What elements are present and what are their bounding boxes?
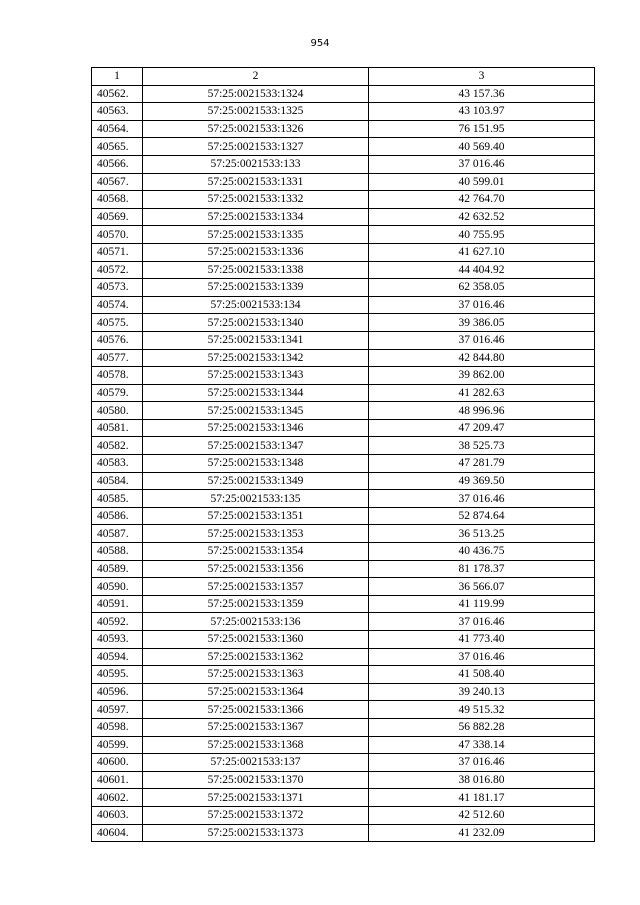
cadastral-number-cell: 57:25:0021533:1353 <box>143 525 369 543</box>
cadastral-value-cell: 37 016.46 <box>369 613 595 631</box>
table-row <box>92 402 595 420</box>
cadastral-value-cell: 36 566.07 <box>369 578 595 596</box>
cadastral-number-cell: 57:25:0021533:1327 <box>143 138 369 156</box>
cadastral-number-cell: 57:25:0021533:1363 <box>143 666 369 684</box>
table-row <box>92 771 595 789</box>
cadastral-number-cell: 57:25:0021533:1359 <box>143 595 369 613</box>
cadastral-number-cell: 57:25:0021533:1340 <box>143 314 369 332</box>
cadastral-value-cell: 43 103.97 <box>369 103 595 121</box>
cadastral-number-cell: 57:25:0021533:1342 <box>143 349 369 367</box>
cadastral-value-cell: 41 232.09 <box>369 824 595 842</box>
column-header-1: 1 <box>92 68 143 86</box>
cadastral-value-cell: 40 436.75 <box>369 543 595 561</box>
cadastral-value-cell: 41 508.40 <box>369 666 595 684</box>
table-body <box>92 85 595 842</box>
column-header-2: 2 <box>143 68 369 86</box>
cadastral-value-cell: 41 181.17 <box>369 789 595 807</box>
table-row <box>92 648 595 666</box>
cadastral-number-cell: 57:25:0021533:1338 <box>143 261 369 279</box>
row-number-cell: 40575. <box>92 314 143 332</box>
table-header-row <box>92 68 595 86</box>
row-number-cell: 40568. <box>92 191 143 209</box>
cadastral-number-cell: 57:25:0021533:1370 <box>143 771 369 789</box>
table-row <box>92 314 595 332</box>
row-number-cell: 40572. <box>92 261 143 279</box>
table-row <box>92 279 595 297</box>
table-row <box>92 103 595 121</box>
row-number-cell: 40583. <box>92 455 143 473</box>
cadastral-number-cell: 57:25:0021533:1364 <box>143 683 369 701</box>
cadastral-number-cell: 57:25:0021533:1368 <box>143 736 369 754</box>
cadastral-value-cell: 37 016.46 <box>369 754 595 772</box>
row-number-cell: 40562. <box>92 85 143 103</box>
table-row <box>92 331 595 349</box>
cadastral-number-cell: 57:25:0021533:1343 <box>143 367 369 385</box>
table-row <box>92 419 595 437</box>
table-row <box>92 261 595 279</box>
cadastral-value-cell: 40 569.40 <box>369 138 595 156</box>
table-row <box>92 543 595 561</box>
cadastral-number-cell: 57:25:0021533:135 <box>143 490 369 508</box>
cadastral-value-cell: 49 515.32 <box>369 701 595 719</box>
row-number-cell: 40570. <box>92 226 143 244</box>
cadastral-value-cell: 39 862.00 <box>369 367 595 385</box>
cadastral-number-cell: 57:25:0021533:1360 <box>143 631 369 649</box>
row-number-cell: 40563. <box>92 103 143 121</box>
row-number-cell: 40565. <box>92 138 143 156</box>
cadastral-value-cell: 39 240.13 <box>369 683 595 701</box>
cadastral-number-cell: 57:25:0021533:1349 <box>143 472 369 490</box>
row-number-cell: 40603. <box>92 806 143 824</box>
table-row <box>92 455 595 473</box>
table-row <box>92 683 595 701</box>
cadastral-number-cell: 57:25:0021533:1325 <box>143 103 369 121</box>
cadastral-value-cell: 37 016.46 <box>369 331 595 349</box>
table-row <box>92 437 595 455</box>
cadastral-value-cell: 42 632.52 <box>369 208 595 226</box>
table-row <box>92 472 595 490</box>
cadastral-value-cell: 37 016.46 <box>369 648 595 666</box>
table-row <box>92 613 595 631</box>
cadastral-value-cell: 62 358.05 <box>369 279 595 297</box>
table-row <box>92 85 595 103</box>
row-number-cell: 40566. <box>92 155 143 173</box>
cadastral-value-cell: 37 016.46 <box>369 296 595 314</box>
table-row <box>92 736 595 754</box>
cadastral-value-cell: 37 016.46 <box>369 155 595 173</box>
cadastral-number-cell: 57:25:0021533:1336 <box>143 243 369 261</box>
table-row <box>92 208 595 226</box>
cadastral-number-cell: 57:25:0021533:1344 <box>143 384 369 402</box>
row-number-cell: 40599. <box>92 736 143 754</box>
table-row <box>92 138 595 156</box>
cadastral-value-cell: 44 404.92 <box>369 261 595 279</box>
cadastral-number-cell: 57:25:0021533:136 <box>143 613 369 631</box>
cadastral-number-cell: 57:25:0021533:134 <box>143 296 369 314</box>
row-number-cell: 40564. <box>92 120 143 138</box>
cadastral-value-cell: 76 151.95 <box>369 120 595 138</box>
cadastral-number-cell: 57:25:0021533:1324 <box>143 85 369 103</box>
row-number-cell: 40580. <box>92 402 143 420</box>
row-number-cell: 40573. <box>92 279 143 297</box>
table-row <box>92 631 595 649</box>
cadastral-number-cell: 57:25:0021533:1334 <box>143 208 369 226</box>
cadastral-value-cell: 47 338.14 <box>369 736 595 754</box>
cadastral-number-cell: 57:25:0021533:1346 <box>143 419 369 437</box>
table-row <box>92 296 595 314</box>
table-row <box>92 595 595 613</box>
row-number-cell: 40584. <box>92 472 143 490</box>
row-number-cell: 40578. <box>92 367 143 385</box>
row-number-cell: 40593. <box>92 631 143 649</box>
cadastral-number-cell: 57:25:0021533:1331 <box>143 173 369 191</box>
row-number-cell: 40586. <box>92 507 143 525</box>
row-number-cell: 40581. <box>92 419 143 437</box>
cadastral-number-cell: 57:25:0021533:1367 <box>143 718 369 736</box>
row-number-cell: 40571. <box>92 243 143 261</box>
cadastral-number-cell: 57:25:0021533:1357 <box>143 578 369 596</box>
cadastral-number-cell: 57:25:0021533:1372 <box>143 806 369 824</box>
table-row <box>92 243 595 261</box>
cadastral-value-table <box>91 67 595 842</box>
row-number-cell: 40569. <box>92 208 143 226</box>
cadastral-number-cell: 57:25:0021533:1335 <box>143 226 369 244</box>
cadastral-value-cell: 41 627.10 <box>369 243 595 261</box>
cadastral-value-cell: 49 369.50 <box>369 472 595 490</box>
cadastral-value-cell: 37 016.46 <box>369 490 595 508</box>
cadastral-number-cell: 57:25:0021533:1348 <box>143 455 369 473</box>
cadastral-value-cell: 56 882.28 <box>369 718 595 736</box>
table-row <box>92 191 595 209</box>
table-row <box>92 560 595 578</box>
cadastral-number-cell: 57:25:0021533:1326 <box>143 120 369 138</box>
cadastral-value-cell: 38 016.80 <box>369 771 595 789</box>
row-number-cell: 40595. <box>92 666 143 684</box>
table-row <box>92 666 595 684</box>
table-row <box>92 701 595 719</box>
cadastral-value-cell: 81 178.37 <box>369 560 595 578</box>
cadastral-number-cell: 57:25:0021533:1366 <box>143 701 369 719</box>
page-number: 954 <box>310 38 330 49</box>
table-row <box>92 490 595 508</box>
table-row <box>92 120 595 138</box>
row-number-cell: 40592. <box>92 613 143 631</box>
table-row <box>92 824 595 842</box>
cadastral-value-cell: 41 282.63 <box>369 384 595 402</box>
row-number-cell: 40604. <box>92 824 143 842</box>
row-number-cell: 40596. <box>92 683 143 701</box>
table-row <box>92 226 595 244</box>
row-number-cell: 40582. <box>92 437 143 455</box>
column-header-3: 3 <box>369 68 595 86</box>
table-row <box>92 578 595 596</box>
cadastral-value-cell: 42 844.80 <box>369 349 595 367</box>
table-row <box>92 507 595 525</box>
row-number-cell: 40598. <box>92 718 143 736</box>
cadastral-number-cell: 57:25:0021533:1362 <box>143 648 369 666</box>
cadastral-number-cell: 57:25:0021533:1332 <box>143 191 369 209</box>
row-number-cell: 40600. <box>92 754 143 772</box>
cadastral-number-cell: 57:25:0021533:1354 <box>143 543 369 561</box>
cadastral-value-cell: 42 512.60 <box>369 806 595 824</box>
table-row <box>92 525 595 543</box>
cadastral-value-cell: 43 157.36 <box>369 85 595 103</box>
table-row <box>92 155 595 173</box>
row-number-cell: 40587. <box>92 525 143 543</box>
cadastral-value-cell: 39 386.05 <box>369 314 595 332</box>
cadastral-value-cell: 38 525.73 <box>369 437 595 455</box>
cadastral-value-cell: 42 764.70 <box>369 191 595 209</box>
row-number-cell: 40585. <box>92 490 143 508</box>
row-number-cell: 40589. <box>92 560 143 578</box>
cadastral-value-cell: 47 281.79 <box>369 455 595 473</box>
table-row <box>92 173 595 191</box>
cadastral-number-cell: 57:25:0021533:1345 <box>143 402 369 420</box>
table-row <box>92 367 595 385</box>
row-number-cell: 40574. <box>92 296 143 314</box>
row-number-cell: 40577. <box>92 349 143 367</box>
table-row <box>92 718 595 736</box>
cadastral-value-cell: 41 119.99 <box>369 595 595 613</box>
table-row <box>92 789 595 807</box>
table-row <box>92 806 595 824</box>
cadastral-value-cell: 41 773.40 <box>369 631 595 649</box>
cadastral-value-cell: 36 513.25 <box>369 525 595 543</box>
table-row <box>92 754 595 772</box>
cadastral-number-cell: 57:25:0021533:133 <box>143 155 369 173</box>
cadastral-number-cell: 57:25:0021533:1351 <box>143 507 369 525</box>
row-number-cell: 40597. <box>92 701 143 719</box>
cadastral-number-cell: 57:25:0021533:137 <box>143 754 369 772</box>
cadastral-number-cell: 57:25:0021533:1371 <box>143 789 369 807</box>
cadastral-value-cell: 40 755.95 <box>369 226 595 244</box>
row-number-cell: 40579. <box>92 384 143 402</box>
row-number-cell: 40567. <box>92 173 143 191</box>
row-number-cell: 40576. <box>92 331 143 349</box>
cadastral-number-cell: 57:25:0021533:1356 <box>143 560 369 578</box>
cadastral-value-cell: 40 599.01 <box>369 173 595 191</box>
cadastral-value-cell: 52 874.64 <box>369 507 595 525</box>
row-number-cell: 40602. <box>92 789 143 807</box>
row-number-cell: 40601. <box>92 771 143 789</box>
cadastral-number-cell: 57:25:0021533:1373 <box>143 824 369 842</box>
cadastral-value-cell: 48 996.96 <box>369 402 595 420</box>
row-number-cell: 40594. <box>92 648 143 666</box>
table-row <box>92 384 595 402</box>
cadastral-number-cell: 57:25:0021533:1347 <box>143 437 369 455</box>
cadastral-number-cell: 57:25:0021533:1341 <box>143 331 369 349</box>
cadastral-value-cell: 47 209.47 <box>369 419 595 437</box>
row-number-cell: 40591. <box>92 595 143 613</box>
table-row <box>92 349 595 367</box>
cadastral-number-cell: 57:25:0021533:1339 <box>143 279 369 297</box>
row-number-cell: 40590. <box>92 578 143 596</box>
row-number-cell: 40588. <box>92 543 143 561</box>
